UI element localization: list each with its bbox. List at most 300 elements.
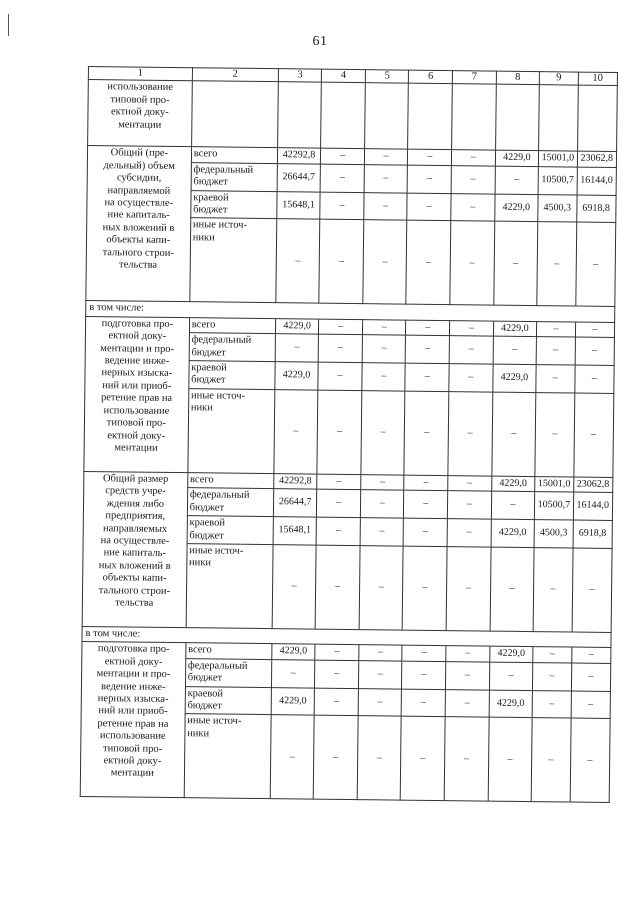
value-text: –	[470, 151, 476, 163]
value-cell	[446, 547, 491, 631]
value-cell	[406, 320, 450, 336]
value-text: –	[337, 370, 343, 382]
value-text: –	[468, 322, 474, 334]
value-cell	[448, 475, 492, 491]
value-cell	[573, 477, 613, 493]
value-text: –	[336, 475, 342, 487]
value-cell	[316, 517, 360, 545]
value-cell	[404, 490, 448, 518]
value-text: –	[508, 669, 514, 681]
value-cell	[450, 320, 494, 336]
value-cell	[533, 647, 572, 663]
value-text: –	[336, 426, 343, 438]
value-cell	[451, 150, 495, 166]
table-body	[80, 80, 617, 803]
value-cell	[406, 335, 450, 363]
value-cell	[491, 476, 535, 492]
value-cell	[315, 688, 359, 716]
scan-edge-mark	[8, 14, 9, 36]
value-cell	[575, 337, 615, 365]
section-label: в том числе:	[86, 301, 615, 322]
value-cell	[533, 662, 572, 690]
value-cell	[493, 336, 537, 364]
value-cell	[364, 164, 408, 192]
value-cell	[273, 517, 317, 545]
value-text: –	[553, 344, 559, 356]
value-text: –	[335, 581, 341, 593]
value-cell	[404, 475, 448, 491]
value-text: 4229,0	[283, 320, 311, 332]
value-cell	[447, 491, 491, 519]
value-cell	[536, 365, 575, 393]
value-text: –	[587, 698, 594, 710]
value-text: –	[333, 751, 339, 763]
value-text: –	[512, 344, 518, 356]
value-text: 42292,8	[279, 475, 312, 487]
value-text: –	[338, 320, 344, 332]
value-cell	[401, 716, 446, 800]
value-cell	[575, 322, 615, 338]
value-cell	[272, 644, 316, 660]
value-text: –	[380, 426, 386, 438]
value-cell	[488, 717, 533, 801]
value-cell	[489, 690, 533, 718]
value-text: –	[554, 258, 560, 270]
value-text: –	[294, 341, 300, 353]
value-cell	[319, 334, 363, 362]
value-cell	[275, 334, 319, 362]
value-cell	[402, 689, 446, 717]
value-cell	[277, 163, 321, 191]
value-cell	[444, 717, 489, 801]
empty-cell	[408, 84, 452, 150]
value-cell	[449, 364, 493, 392]
value-text: –	[552, 372, 558, 384]
value-cell	[532, 690, 571, 718]
value-cell	[362, 363, 406, 391]
value-cell	[494, 194, 538, 222]
value-cell	[537, 321, 576, 337]
value-cell	[573, 520, 613, 548]
value-cell	[491, 491, 535, 519]
value-cell	[320, 192, 364, 220]
value-cell	[571, 663, 611, 691]
value-cell	[358, 660, 402, 688]
value-text: –	[291, 580, 297, 592]
value-cell	[495, 166, 539, 194]
value-text: –	[289, 750, 295, 763]
value-text: –	[382, 256, 388, 268]
value-cell	[360, 490, 404, 518]
funding-table	[80, 66, 618, 803]
value-cell	[445, 689, 489, 717]
value-cell	[317, 489, 361, 517]
value-cell	[408, 150, 452, 166]
value-text: –	[513, 257, 519, 269]
value-text: 6918,8	[582, 202, 610, 214]
value-text: –	[549, 670, 555, 682]
document-sheet	[80, 66, 618, 803]
value-text: –	[379, 525, 385, 537]
value-text: 15001,0	[541, 152, 575, 164]
value-cell	[357, 716, 402, 800]
value-cell	[538, 166, 577, 194]
column-header: 8	[496, 71, 540, 85]
empty-cell	[321, 83, 365, 149]
value-text: –	[379, 476, 386, 488]
value-cell	[275, 362, 319, 390]
value-cell	[402, 661, 446, 689]
value-text: –	[509, 583, 515, 595]
value-cell	[405, 363, 449, 391]
value-cell	[320, 164, 364, 192]
value-text: –	[376, 751, 382, 764]
value-text: –	[591, 428, 597, 440]
value-text: –	[514, 173, 520, 185]
value-text: 4500,3	[543, 202, 572, 214]
value-cell	[570, 718, 610, 802]
value-cell	[491, 392, 536, 476]
value-text: 4229,0	[500, 371, 529, 384]
value-text: –	[293, 425, 299, 437]
value-text: –	[421, 647, 427, 659]
value-cell	[576, 195, 616, 223]
empty-cell	[539, 85, 578, 151]
value-text: –	[333, 695, 340, 707]
value-cell	[315, 660, 359, 688]
value-text: –	[427, 151, 433, 163]
value-cell	[446, 646, 490, 662]
value-text: 10500,7	[537, 499, 571, 511]
column-header: 6	[409, 70, 453, 84]
page-number: 61	[312, 34, 328, 49]
value-cell	[451, 165, 495, 193]
value-cell	[489, 662, 533, 690]
value-cell	[535, 492, 574, 520]
value-text: 23062,8	[576, 478, 610, 490]
value-text: –	[466, 526, 472, 538]
value-text: –	[588, 649, 594, 661]
value-text: –	[290, 667, 296, 679]
value-cell	[272, 545, 317, 629]
funding-source: всего	[189, 318, 275, 334]
value-text: –	[464, 697, 470, 709]
value-cell	[534, 520, 573, 548]
column-header: 5	[365, 70, 409, 84]
continuation-row	[88, 80, 618, 152]
value-text: –	[425, 321, 431, 333]
row-description: подготовка про- ектной доку- ментации и про- ведение инже- нерных изыска- ний или приоб- ретение прав на использование типовой про- ектной доку- ментации	[84, 316, 189, 472]
value-cell	[360, 518, 404, 546]
value-text: –	[381, 370, 387, 382]
value-cell	[274, 474, 318, 490]
value-text: –	[381, 342, 387, 354]
value-cell	[536, 337, 575, 365]
value-text: 4229,0	[279, 645, 308, 657]
value-text: 4229,0	[498, 526, 527, 539]
value-cell	[533, 547, 572, 631]
value-text: –	[507, 753, 513, 765]
value-text: –	[339, 171, 345, 183]
value-text: –	[587, 754, 593, 766]
value-text: –	[511, 427, 517, 440]
value-text: 10500,7	[541, 174, 574, 186]
value-cell	[276, 219, 321, 303]
value-cell	[363, 220, 408, 304]
value-text: –	[470, 201, 476, 213]
value-cell	[318, 362, 362, 390]
value-cell	[577, 151, 617, 167]
value-text: –	[549, 648, 555, 660]
value-text: –	[378, 646, 384, 658]
value-text: 26644,7	[278, 496, 312, 509]
value-cell	[319, 319, 363, 335]
value-cell	[362, 335, 406, 363]
value-cell	[362, 319, 406, 335]
value-text: –	[467, 477, 473, 489]
value-text: –	[463, 752, 470, 765]
value-cell	[493, 321, 537, 337]
value-text: –	[592, 345, 598, 357]
value-text: –	[464, 669, 471, 681]
value-cell	[406, 221, 451, 305]
value-text: –	[336, 497, 342, 509]
value-text: –	[420, 752, 426, 764]
value-cell	[489, 646, 533, 662]
value-cell	[361, 474, 405, 490]
value-cell	[275, 318, 319, 334]
value-text: –	[378, 581, 384, 593]
value-text: –	[426, 256, 432, 268]
funding-source: краевой бюджет	[185, 686, 271, 715]
value-text: –	[383, 150, 389, 162]
value-text: –	[421, 696, 427, 708]
value-text: –	[379, 497, 385, 509]
value-text: –	[383, 172, 389, 184]
funding-source: иные источ- ники	[188, 389, 275, 474]
value-text: –	[334, 667, 340, 679]
value-text: 16144,0	[580, 174, 613, 186]
value-text: 4500,3	[539, 527, 568, 539]
value-text: –	[339, 199, 345, 211]
value-cell	[575, 222, 615, 306]
value-text: –	[548, 753, 554, 765]
value-cell	[450, 221, 495, 305]
row-description: Общий (пре- дельный) объем субсидии, направляемой на осуществле- ние капиталь- ных вложений в объекты капи- тального строи- тельства	[86, 146, 191, 302]
value-cell	[537, 222, 576, 306]
value-text: –	[335, 525, 341, 537]
value-text: 15648,1	[282, 199, 315, 211]
empty-cell	[495, 85, 539, 151]
column-header: 3	[278, 69, 322, 83]
value-cell	[573, 393, 613, 477]
value-text: –	[468, 343, 474, 355]
value-cell	[358, 688, 402, 716]
empty-cell	[577, 85, 617, 151]
value-cell	[273, 489, 317, 517]
row-description: использование типовой про- ектной доку- ментации	[88, 80, 192, 147]
funding-source: иные источ- ники	[184, 714, 271, 799]
funding-source: всего	[187, 473, 273, 489]
value-cell	[573, 492, 613, 520]
value-cell	[491, 519, 535, 547]
value-text: 4229,0	[501, 322, 529, 334]
value-text: –	[295, 255, 301, 267]
value-cell	[315, 545, 360, 629]
value-cell	[270, 715, 315, 799]
funding-source: иные источ- ники	[186, 544, 273, 629]
value-text: –	[510, 499, 516, 511]
value-cell	[493, 222, 538, 306]
funding-source: краевой бюджет	[187, 516, 273, 545]
row-description: подготовка про- ектной доку- ментации и про- ведение инже- нерных изыска- ний или приоб- ретение прав на использование типовой про- ектной доку- ментации	[80, 642, 185, 798]
value-cell	[539, 151, 578, 167]
funding-source: федеральный бюджет	[185, 658, 271, 687]
value-text: 26644,7	[282, 171, 316, 183]
value-text: 15001,0	[537, 478, 571, 490]
value-cell	[448, 391, 493, 475]
value-text: 4229,0	[502, 201, 531, 213]
value-cell	[271, 687, 315, 715]
empty-cell	[277, 82, 321, 148]
value-cell	[321, 149, 365, 165]
value-text: 4229,0	[496, 697, 525, 709]
funding-source: федеральный бюджет	[189, 333, 275, 362]
value-text: –	[381, 321, 387, 333]
column-header: 1	[88, 67, 192, 82]
value-cell	[317, 474, 361, 490]
value-cell	[538, 194, 577, 222]
value-cell	[403, 546, 448, 630]
value-text: –	[467, 427, 473, 439]
value-text: –	[466, 498, 472, 510]
value-cell	[361, 391, 406, 475]
value-text: –	[340, 150, 346, 162]
value-cell	[315, 644, 359, 660]
value-cell	[271, 659, 315, 687]
value-text: –	[426, 172, 433, 184]
value-cell	[404, 518, 448, 546]
row-description: Общий размер средств учре- ждения либо предприятия, направляемых на осуществле- ние капиталь- ных вложений в объекты капи- тального строи- тельства	[82, 471, 187, 627]
value-cell	[449, 336, 493, 364]
value-text: –	[338, 255, 345, 267]
empty-cell	[191, 81, 278, 148]
value-text: –	[465, 582, 471, 594]
column-header: 2	[192, 68, 278, 82]
value-cell	[571, 647, 611, 663]
value-text: –	[421, 668, 427, 680]
column-header: 4	[322, 69, 366, 83]
value-cell	[492, 364, 536, 392]
value-text: –	[550, 583, 556, 595]
value-cell	[535, 392, 574, 476]
section-label: в том числе:	[82, 626, 611, 647]
value-text: –	[468, 371, 474, 383]
funding-source: иные источ- ники	[190, 218, 277, 303]
value-text: –	[425, 343, 431, 355]
value-text: 16144,0	[576, 500, 610, 512]
column-header: 10	[578, 72, 618, 86]
value-text: –	[334, 646, 340, 658]
value-cell	[364, 149, 408, 165]
value-cell	[571, 691, 611, 719]
value-text: 15648,1	[278, 524, 312, 536]
value-text: –	[337, 342, 344, 354]
value-cell	[446, 661, 490, 689]
value-text: –	[591, 373, 597, 385]
column-header: 9	[539, 72, 578, 86]
value-cell	[451, 193, 495, 221]
value-cell	[572, 548, 612, 632]
value-text: –	[424, 371, 430, 383]
value-cell	[407, 193, 451, 221]
value-text: –	[422, 582, 428, 594]
value-cell	[408, 165, 452, 193]
value-text: 23062,8	[580, 152, 614, 165]
value-text: 4229,0	[282, 369, 311, 381]
value-text: –	[588, 670, 594, 682]
value-cell	[359, 645, 403, 661]
value-text: 42292,8	[282, 149, 316, 161]
value-text: –	[422, 526, 429, 538]
value-text: –	[377, 696, 383, 708]
value-text: –	[383, 200, 389, 212]
column-header: 7	[452, 71, 496, 85]
value-text: –	[552, 428, 558, 440]
funding-source: краевой бюджет	[190, 190, 276, 219]
funding-source: всего	[186, 643, 272, 659]
value-text: 4229,0	[497, 647, 526, 660]
value-text: –	[465, 647, 471, 659]
value-cell	[447, 519, 491, 547]
value-text: –	[423, 476, 429, 488]
value-text: –	[377, 668, 383, 680]
value-text: 6918,8	[578, 527, 607, 540]
value-text: –	[426, 200, 432, 212]
value-text: 4229,0	[499, 477, 527, 489]
value-text: 4229,0	[279, 694, 307, 707]
value-cell	[402, 645, 446, 661]
value-cell	[495, 151, 539, 167]
value-cell	[531, 718, 570, 802]
value-cell	[490, 547, 535, 631]
value-text: –	[423, 498, 429, 510]
value-text: –	[592, 258, 599, 270]
value-cell	[277, 148, 321, 164]
value-text: 4229,0	[503, 152, 531, 164]
value-cell	[359, 546, 404, 630]
value-cell	[314, 715, 359, 799]
funding-source: краевой бюджет	[189, 361, 275, 390]
empty-cell	[452, 84, 496, 150]
value-text: –	[424, 427, 430, 439]
value-text: –	[589, 583, 595, 595]
value-cell	[574, 365, 614, 393]
value-cell	[319, 220, 364, 304]
value-text: –	[470, 173, 476, 185]
value-cell	[364, 192, 408, 220]
value-cell	[404, 391, 449, 475]
value-text: –	[553, 323, 559, 335]
value-cell	[577, 167, 617, 195]
value-text: –	[549, 698, 555, 710]
value-cell	[274, 390, 319, 474]
funding-source: федеральный бюджет	[187, 488, 273, 517]
value-cell	[317, 390, 362, 474]
value-text: –	[592, 323, 598, 335]
value-text: –	[469, 257, 475, 269]
value-cell	[277, 191, 321, 219]
